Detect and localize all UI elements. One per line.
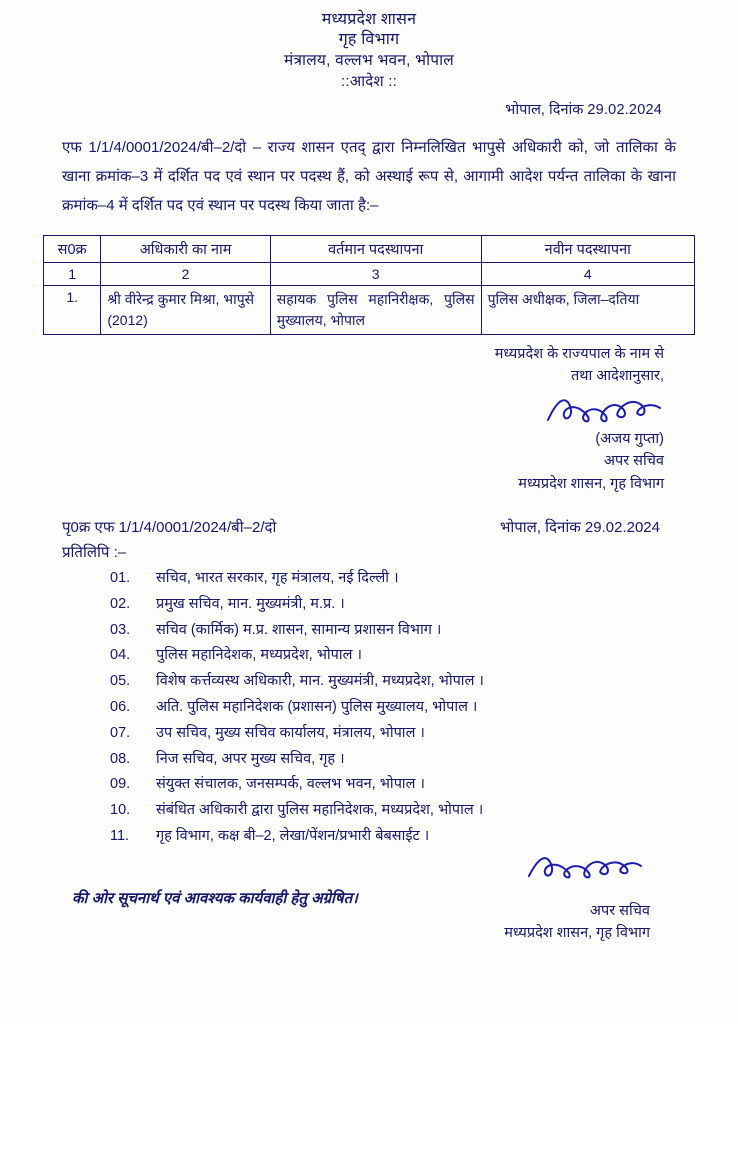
endorsement-reference-line xyxy=(34,517,704,537)
list-item xyxy=(110,618,704,644)
signatory-name: (अजय गुप्ता) xyxy=(595,430,664,447)
list-item xyxy=(110,669,704,695)
column-number-3: 3 xyxy=(270,262,481,285)
page-bottom-whitespace xyxy=(34,945,704,1175)
list-item-index: 07. xyxy=(110,724,131,741)
list-item-text: सचिव (कार्मिक) म.प्र. शासन, सामान्य प्रशासन विभाग । xyxy=(156,621,442,638)
header-line-address: मंत्रालय, वल्लभ भवन, भोपाल xyxy=(283,51,455,69)
list-item-text: सचिव, भारत सरकार, गृह मंत्रालय, नई दिल्ली । xyxy=(156,570,399,587)
list-item-text: गृह विभाग, कक्ष बी–2, लेखा/पेंशन/प्रभारी बेबसाईट । xyxy=(156,828,430,845)
endorsement-place-date xyxy=(500,517,660,537)
table-header-new-posting: नवीन पदस्थापना xyxy=(481,235,694,262)
list-item-index: 11. xyxy=(110,828,130,845)
footer-signature-block xyxy=(34,874,704,945)
list-item-index: 10. xyxy=(110,802,131,819)
header-line-state: मध्यप्रदेश शासन xyxy=(321,11,417,28)
copy-to-list xyxy=(34,566,704,850)
list-item xyxy=(110,721,704,747)
list-item-index: 05. xyxy=(110,673,131,690)
authority-signature-block xyxy=(34,343,704,495)
list-item xyxy=(110,566,704,592)
list-item-index: 09. xyxy=(110,776,131,793)
column-number-1: 1 xyxy=(44,262,101,285)
list-item xyxy=(110,824,704,850)
list-item-text: प्रमुख सचिव, मान. मुख्यमंत्री, म.प्र. । xyxy=(156,595,345,612)
list-item xyxy=(110,592,704,618)
table-column-number-row xyxy=(44,262,695,285)
endorsement-date: 29.02.2024 xyxy=(584,519,660,537)
list-item xyxy=(110,772,704,798)
row-officer-name: श्री वीरेन्द्र कुमार मिश्रा, भापुसे (2012) xyxy=(101,285,270,334)
table-header-row xyxy=(44,235,695,262)
signatory-designation: अपर सचिव xyxy=(603,453,664,470)
footer-signatory-designation: अपर सचिव xyxy=(589,902,650,919)
list-item-index: 06. xyxy=(110,699,131,716)
list-item-index: 04. xyxy=(110,647,131,664)
list-item-text: पुलिस महानिदेशक, मध्यप्रदेश, भोपाल । xyxy=(156,647,363,664)
closing-statement: की ओर सूचनार्थ एवं आवश्यक कार्यवाही हेतु अग्रेषित। xyxy=(72,889,358,907)
list-item-text: विशेष कर्त्तव्यस्थ अधिकारी, मान. मुख्यमंत्री, मध्यप्रदेश, भोपाल । xyxy=(156,673,484,690)
row-new-posting: पुलिस अधीक्षक, जिला–दतिया xyxy=(481,285,694,334)
place-date-value: 29.02.2024 xyxy=(587,101,662,118)
row-serial: 1. xyxy=(44,285,101,334)
list-item-text: निज सचिव, अपर मुख्य सचिव, गृह । xyxy=(156,750,345,767)
signature-line-order: तथा आदेशानुसार, xyxy=(570,368,664,385)
place-date-label: भोपाल, दिनांक xyxy=(505,101,584,118)
list-item-index: 01. xyxy=(110,570,131,587)
signature-line-governor: मध्यप्रदेश के राज्यपाल के नाम से xyxy=(494,345,664,362)
column-number-4: 4 xyxy=(481,262,694,285)
list-item-index: 02. xyxy=(110,595,131,612)
footer-signatory-department: मध्यप्रदेश शासन, गृह विभाग xyxy=(504,925,650,942)
table-row xyxy=(44,285,695,334)
list-item-text: अति. पुलिस महानिदेशक (प्रशासन) पुलिस मुख्यालय, भोपाल । xyxy=(156,699,478,716)
list-item xyxy=(110,695,704,721)
order-body-paragraph: एफ 1/1/4/0001/2024/बी–2/दो – राज्य शासन एतद् द्वारा निम्नलिखित भापुसे अधिकारी को, जो तालिका के खाना क्रमांक–3 में दर्शित पद एवं स्थान पर पदस्थ हैं, को अस्थाई रूप से, आगामी आदेश पर्यन्त तालिका के खाना क्रमांक–4 में दर्शित पद एवं स्थान पर पदस्थ किया जाता है:– xyxy=(62,138,676,215)
list-item xyxy=(110,798,704,824)
list-item-text: संयुक्त संचालक, जनसम्पर्क, वल्लभ भवन, भोपाल । xyxy=(156,776,426,793)
column-number-2: 2 xyxy=(101,262,270,285)
list-item xyxy=(110,747,704,773)
list-item-index: 03. xyxy=(110,621,131,638)
list-item-text: संबंधित अधिकारी द्वारा पुलिस महानिदेशक, मध्यप्रदेश, भोपाल । xyxy=(156,802,484,819)
copy-to-label: प्रतिलिपि :– xyxy=(62,544,127,562)
table-header-serial: स0क्र xyxy=(44,235,101,262)
header-line-order: ::आदेश :: xyxy=(341,72,397,90)
signatory-department: मध्यप्रदेश शासन, गृह विभाग xyxy=(518,475,664,492)
posting-table xyxy=(43,235,695,335)
table-header-officer-name: अधिकारी का नाम xyxy=(101,235,270,262)
endorsement-place-label: भोपाल, दिनांक xyxy=(499,519,581,537)
list-item-index: 08. xyxy=(110,750,131,767)
header-line-department: गृह विभाग xyxy=(338,31,400,49)
table-header-current-posting: वर्तमान पदस्थापना xyxy=(270,235,481,262)
list-item xyxy=(110,643,704,669)
row-current-posting: सहायक पुलिस महानिरीक्षक, पुलिस मुख्यालय, भोपाल xyxy=(270,285,481,334)
list-item-text: उप सचिव, मुख्य सचिव कार्यालय, मंत्रालय, भोपाल । xyxy=(156,724,425,741)
handwritten-signature-icon xyxy=(544,390,664,428)
endorsement-ref-number: पृ0क्र एफ 1/1/4/0001/2024/बी–2/दो xyxy=(62,519,277,537)
place-date-line xyxy=(34,99,704,119)
document-header xyxy=(34,10,704,91)
